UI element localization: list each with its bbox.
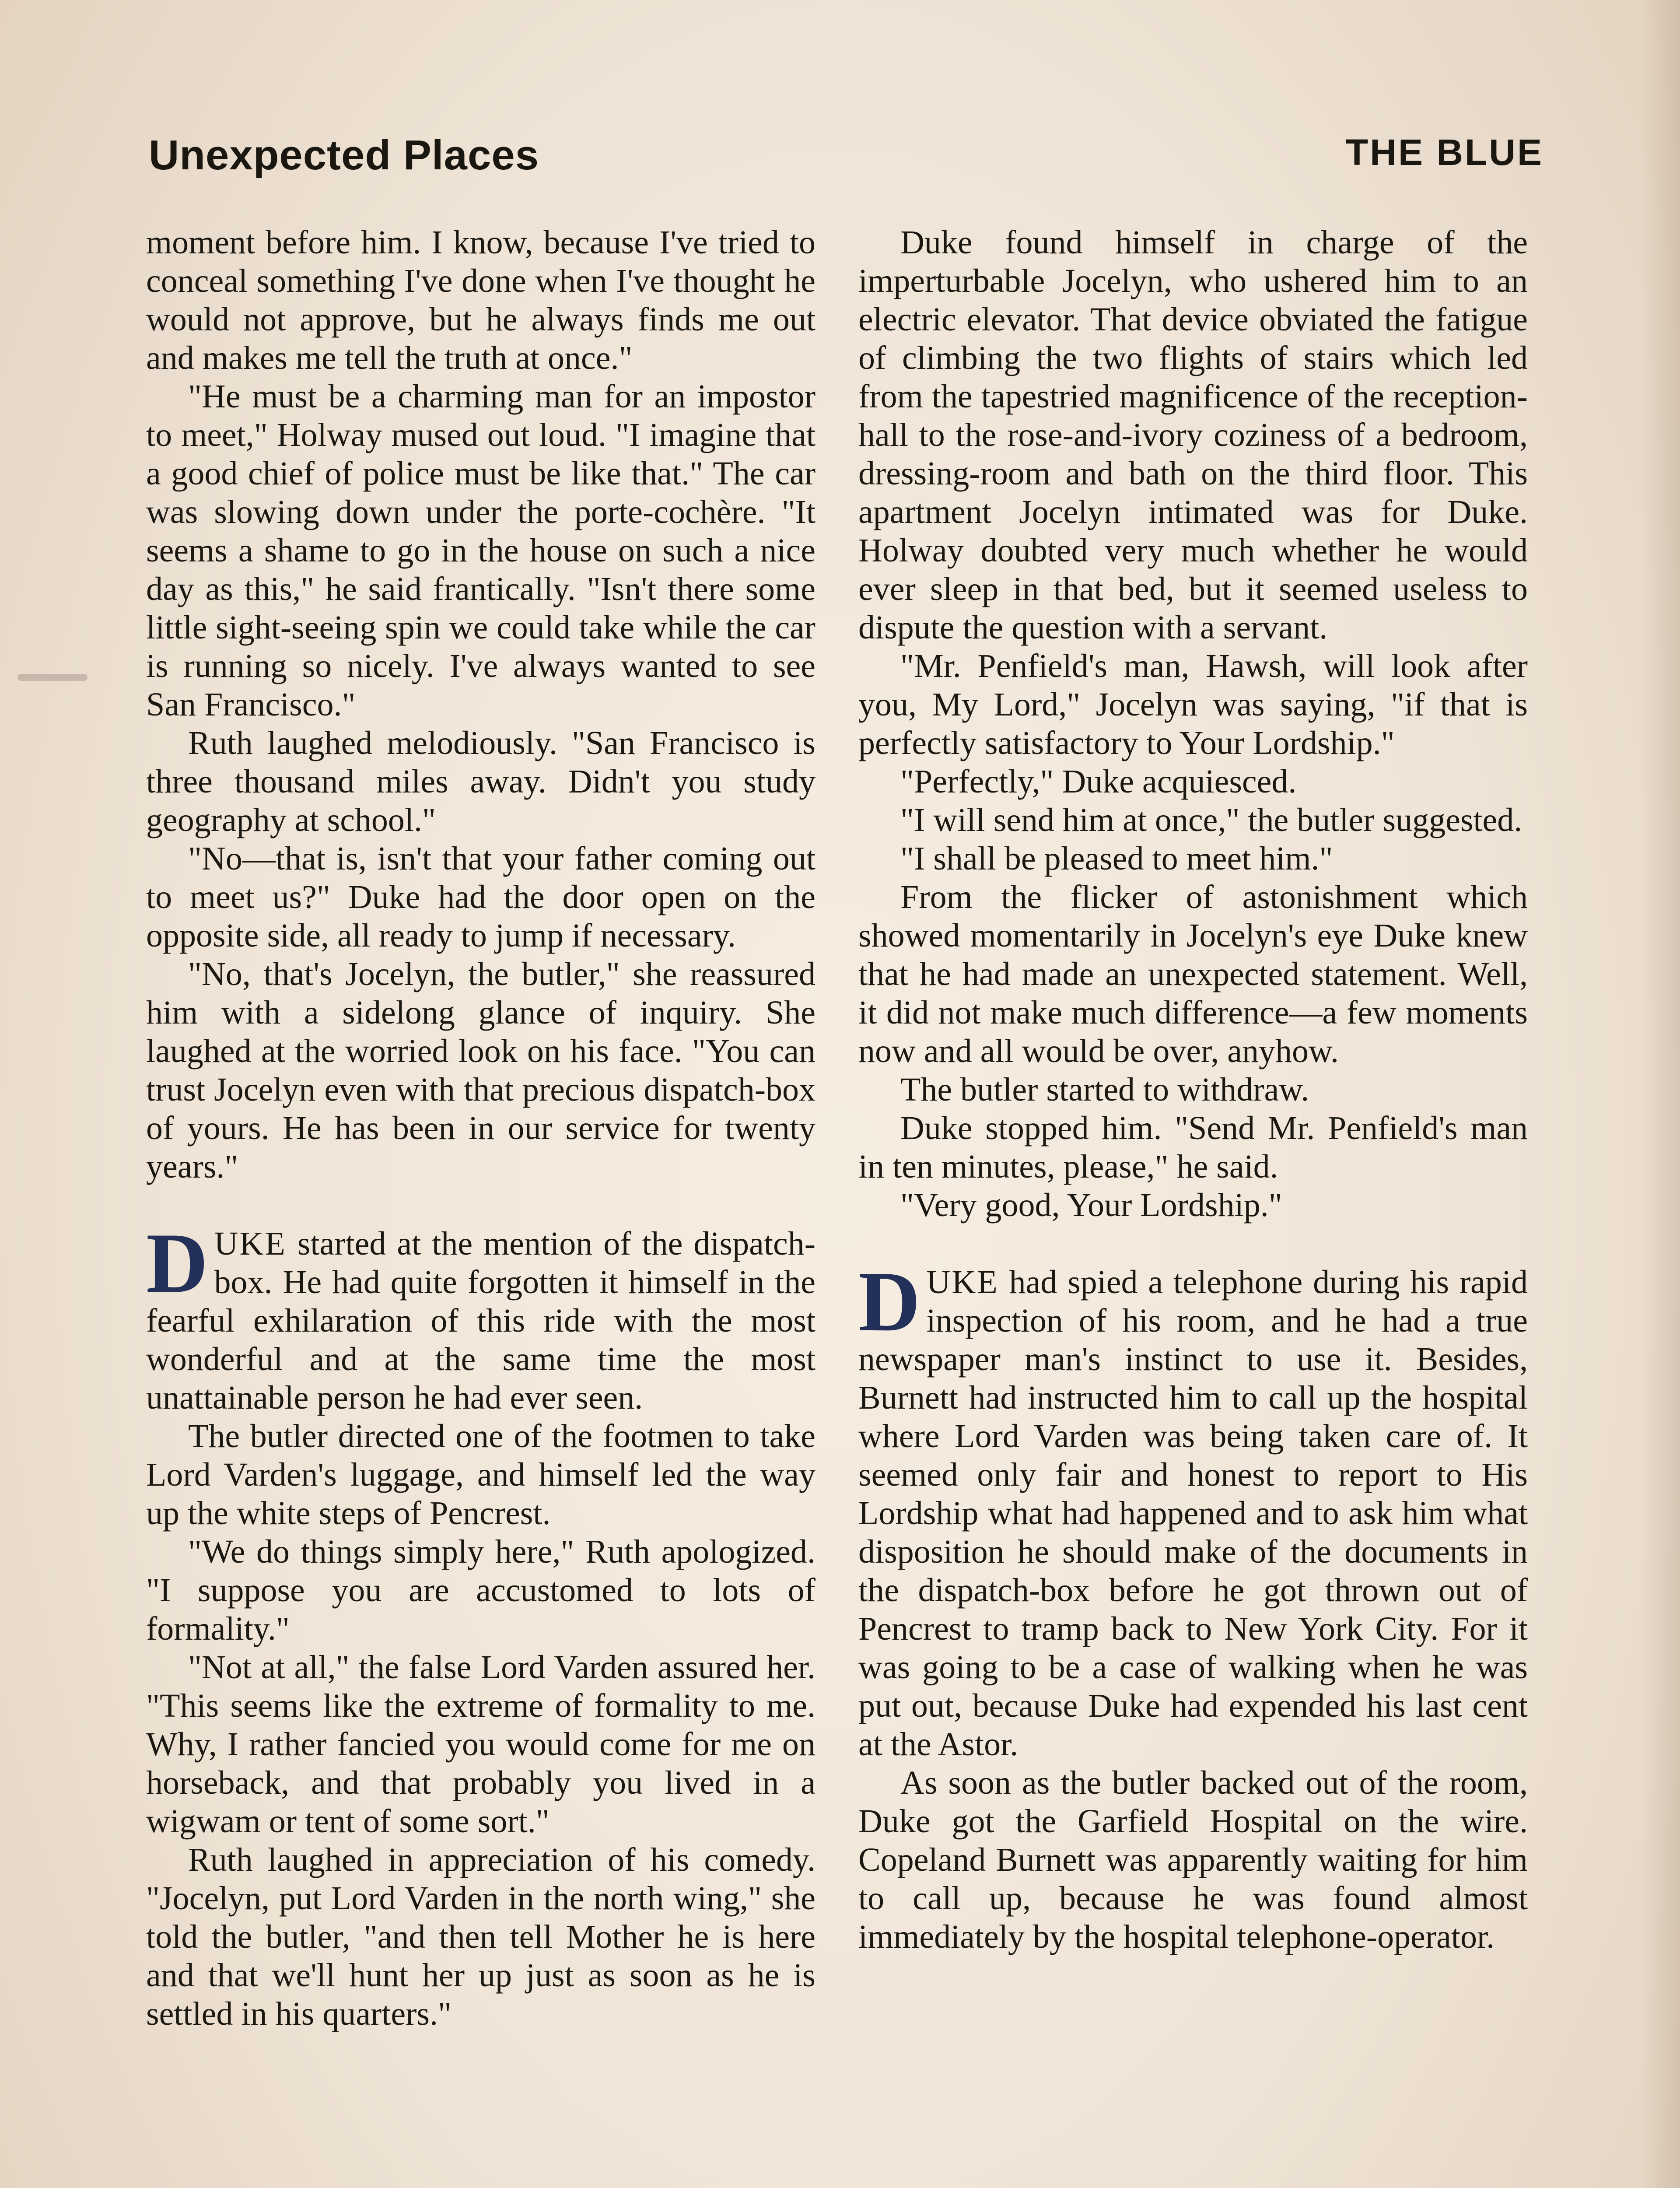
right-column: [858, 223, 1528, 1956]
paragraph: "I will send him at once," the butler suggested.: [900, 802, 1522, 838]
paragraph: The butler started to withdraw.: [900, 1071, 1309, 1108]
paragraph: "Perfectly," Duke acquiesced.: [900, 763, 1297, 800]
section-opening-text: started at the mention of the dispatch-box. He had quite forgotten it himself in the fearful exhilaration of this ride with the most wonderful and at the same time the most unattainable person he had ever seen.: [146, 1225, 816, 1416]
paragraph: "He must be a charming man for an impostor to meet," Holway mused out loud. "I imagine that a good chief of police must be like that." The car was slowing down under the porte-cochère. "It seems a shame to go in the house on such a nice day as this," he said frantically. "Isn't there some little sight-seeing spin we could take while the car is running so nicely. I've always wanted to see San Francisco.": [146, 378, 816, 723]
paragraph: Ruth laughed melodiously. "San Francisco is three thousand miles away. Didn't you study geography at school.": [146, 725, 816, 838]
drop-cap-word-rest: UKE: [926, 1264, 999, 1301]
paragraph: "We do things simply here," Ruth apologized. "I suppose you are accustomed to lots of formality.": [146, 1533, 816, 1647]
paragraph: "Very good, Your Lordship.": [900, 1187, 1282, 1224]
paragraph: "I shall be pleased to meet him.": [900, 840, 1333, 877]
ink-smudge: [18, 674, 88, 681]
paragraph: As soon as the butler backed out of the room, Duke got the Garfield Hospital on the wire. Copeland Burnett was apparently waiting for him to call up, because he was found almost immediately by the hospital telephone-operator.: [858, 1764, 1528, 1955]
paragraph: From the flicker of astonishment which showed momentarily in Jocelyn's eye Duke knew that he had made an unexpected statement. Well, it did not make much difference—a few moments now and all would be over, anyhow.: [858, 879, 1528, 1069]
paragraph: The butler directed one of the footmen to take Lord Varden's luggage, and himself led the way up the white steps of Pencrest.: [146, 1418, 816, 1532]
page-edge-shadow: [1641, 0, 1680, 2188]
paragraph: "Mr. Penfield's man, Hawsh, will look after you, My Lord," Jocelyn was saying, "if that is perfectly satisfactory to Your Lordship.": [858, 648, 1528, 761]
left-column: [146, 223, 816, 2033]
section-opening-paragraph: [858, 1254, 1528, 1764]
paragraph: "Not at all," the false Lord Varden assured her. "This seems like the extreme of formality to me. Why, I rather fancied you would come for me on horseback, and that probably you lived in a wigwam or tent of some sort.": [146, 1649, 816, 1840]
section-opening-text: had spied a telephone during his rapid inspection of his room, and he had a true newspaper man's instinct to use it. Besides, Burnett had instructed him to call up the hospital where Lord Varden was being taken care of. It seemed only fair and honest to report to His Lordship what had happened and to ask him what disposition he should make of the documents in the dispatch-box before he got thrown out of Pencrest to tramp back to New York City. For it was going to be a case of walking when he was put out, because Duke had expended his last cent at the Astor.: [858, 1264, 1528, 1763]
magazine-name: THE BLUE: [1346, 132, 1544, 173]
paragraph: "No, that's Jocelyn, the butler," she reassured him with a sidelong glance of inquiry. She laughed at the worried look on his face. "You can trust Jocelyn even with that precious dispatch-box of yours. He has been in our service for twenty years.": [146, 956, 816, 1185]
section-opening-paragraph: [146, 1216, 816, 1417]
paragraph: moment before him. I know, because I've tried to conceal something I've done when I've thought he would not approve, but he always finds me out and makes me tell the truth at once.": [146, 224, 816, 376]
paragraph: Duke found himself in charge of the imperturbable Jocelyn, who ushered him to an electric elevator. That device obviated the fatigue of climbing the two flights of stairs which led from the tapestried magnificence of the reception-hall to the rose-and-ivory coziness of a bedroom, dressing-room and bath on the third floor. This apartment Jocelyn intimated was for Duke. Holway doubted very much whether he would ever sleep in that bed, but it seemed useless to dispute the question with a servant.: [858, 224, 1528, 646]
paragraph: Ruth laughed in appreciation of his comedy. "Jocelyn, put Lord Varden in the north wing," she told the butler, "and then tell Mother he is here and that we'll hunt her up just as soon as he is settled in his quarters.": [146, 1841, 816, 2032]
drop-cap-word-rest: UKE: [214, 1225, 287, 1262]
paragraph: Duke stopped him. "Send Mr. Penfield's man in ten minutes, please," he said.: [858, 1110, 1528, 1185]
paragraph: "No—that is, isn't that your father coming out to meet us?" Duke had the door open on the opposite side, all ready to jump if necessary.: [146, 840, 816, 954]
running-title: Unexpected Places: [149, 132, 539, 179]
drop-cap: D: [146, 1216, 208, 1311]
drop-cap: D: [858, 1254, 920, 1349]
